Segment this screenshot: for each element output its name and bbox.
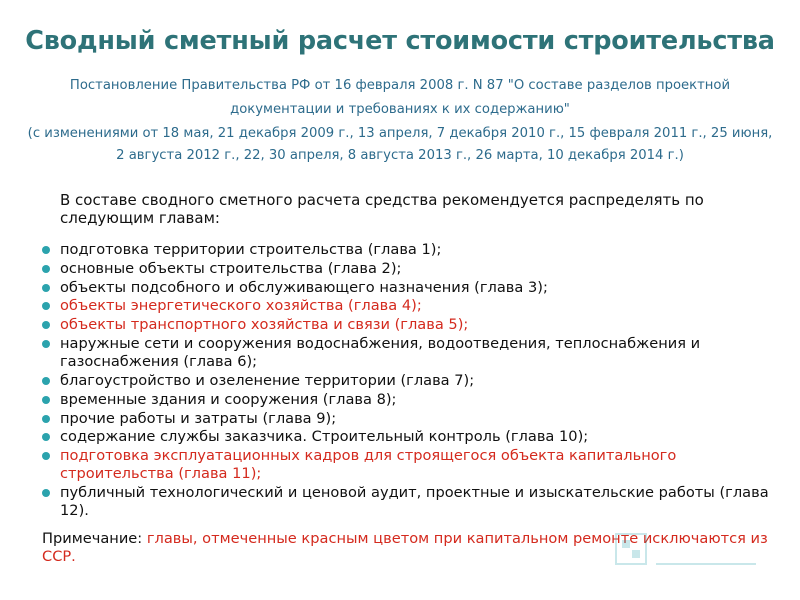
- chapter-item: [42, 335, 770, 371]
- chapter-text: публичный технологический и ценовой аудит, проектные и изыскательские работы (глава 12).: [60, 484, 769, 520]
- chapter-text: содержание службы заказчика. Строительный контроль (глава 10);: [60, 428, 589, 446]
- bullet-icon: [42, 452, 50, 460]
- bullet-icon: [42, 489, 50, 497]
- chapter-list: [42, 241, 770, 521]
- chapter-text: объекты транспортного хозяйства и связи (глава 5);: [60, 316, 469, 334]
- chapter-item: [42, 260, 770, 278]
- bullet-icon: [42, 433, 50, 441]
- intro-text: В составе сводного сметного расчета средства рекомендуется распределять по следующим главам:: [60, 191, 704, 227]
- chapter-item: [42, 410, 770, 428]
- bullet-icon: [42, 284, 50, 292]
- chapter-item: [42, 241, 770, 259]
- note-text: главы, отмеченные красным цветом при капитальном ремонте исключаются из ССР.: [42, 530, 768, 566]
- chapter-text: основные объекты строительства (глава 2);: [60, 259, 402, 277]
- bullet-icon: [42, 415, 50, 423]
- chapter-item: [42, 279, 770, 297]
- subtitle-line2: документации и требованиях к их содержанию": [230, 102, 570, 117]
- subtitle-line1: Постановление Правительства РФ от 16 февраля 2008 г. N 87 "О составе разделов проектной: [69, 78, 731, 93]
- chapter-text: прочие работы и затраты (глава 9);: [60, 409, 337, 427]
- subtitle: [24, 74, 776, 167]
- chapter-text: подготовка эксплуатационных кадров для строящегося объекта капитального строительства (глава 11);: [60, 447, 677, 483]
- chapter-text: благоустройство и озеленение территории (глава 7);: [60, 371, 475, 389]
- bullet-icon: [42, 302, 50, 310]
- chapter-text: объекты энергетического хозяйства (глава 4);: [60, 297, 422, 315]
- chapter-text: временные здания и сооружения (глава 8);: [60, 390, 397, 408]
- chapter-text: наружные сети и сооружения водоснабжения, водоотведения, теплоснабжения и газоснабжения (глава 6);: [60, 334, 701, 371]
- chapter-item: [42, 372, 770, 390]
- bullet-icon: [42, 377, 50, 385]
- chapter-item: [42, 447, 770, 483]
- page-title: Сводный сметный расчет стоимости строительства: [25, 26, 775, 56]
- bullet-icon: [42, 396, 50, 404]
- bullet-icon: [42, 265, 50, 273]
- bullet-icon: [42, 321, 50, 329]
- amendments-text: (с изменениями от 18 мая, 21 декабря 2009 г., 13 апреля, 7 декабря 2010 г., 15 февраля 2011 г., 25 июня, 2 августа 2012 г., 22, 30 апреля, 8 августа 2013 г., 26 марта, 10 декабря 2014 г.): [27, 126, 773, 163]
- bullet-icon: [42, 246, 50, 254]
- chapter-item: [42, 391, 770, 409]
- note-label: Примечание:: [42, 530, 147, 547]
- chapter-text: объекты подсобного и обслуживающего назначения (глава 3);: [60, 278, 548, 296]
- chapter-item: [42, 484, 770, 520]
- chapter-item: [42, 316, 770, 334]
- chapter-item: [42, 297, 770, 315]
- bullet-icon: [42, 340, 50, 348]
- chapter-text: подготовка территории строительства (глава 1);: [60, 241, 442, 258]
- watermark-logo-icon: [606, 524, 766, 574]
- chapter-item: [42, 428, 770, 446]
